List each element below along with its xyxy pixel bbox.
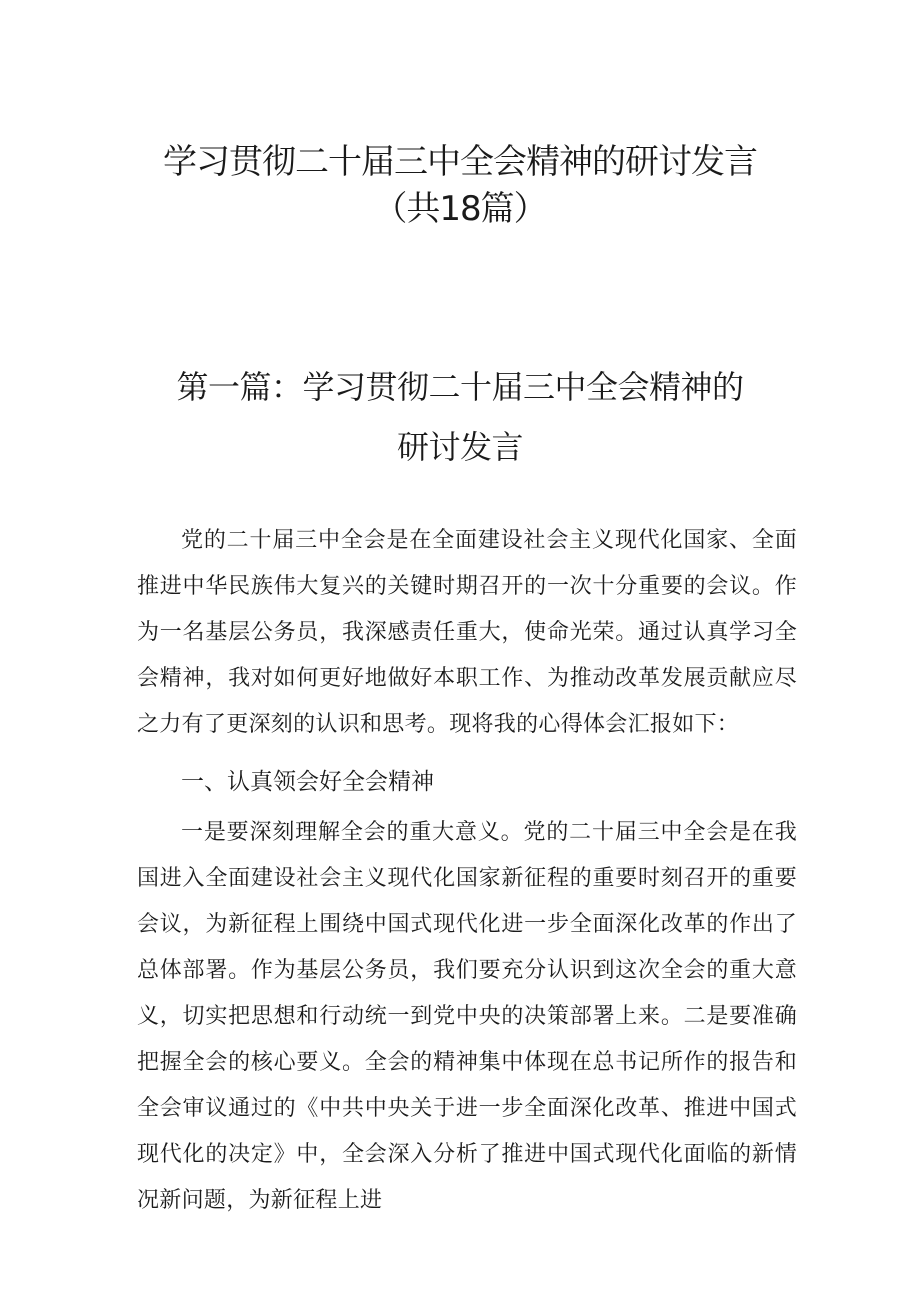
section-title-continued: 研讨发言 [396, 428, 523, 466]
intro-paragraph: 党的二十届三中全会是在全面建设社会主义现代化国家、全面推进中华民族伟大复兴的关键时期召开的一次十分重要的会议。作为一名基层公务员，我深感责任重大，使命光荣。通过认真学习全会精神，我对如何更好地做好本职工作、为推动改革发展贡献应尽之力有了更深刻的认识和思考。现将我的心得体会汇报如下： [137, 528, 797, 737]
subsection-heading: 一、认真领会好全会精神 [181, 769, 434, 795]
body-paragraph: 一是要深刻理解全会的重大意义。党的二十届三中全会是在我国进入全面建设社会主义现代化国家新征程的重要时刻召开的重要会议，为新征程上围绕中国式现代化进一步全面深化改革的作出了总体部署。作为基层公务员，我们要充分认识到这次全会的重大意义，切实把思想和行动统一到党中央的决策部署上来。二是要准确把握全会的核心要义。全会的精神集中体现在总书记所作的报告和全会审议通过的《中共中央关于进一步全面深化改革、推进中国式现代化的决定》中，全会深入分析了推进中国式现代化面临的新情况新问题，为新征程上进 [137, 820, 797, 1213]
document-title-count: （共18篇） [373, 189, 547, 229]
document-title: 学习贯彻二十届三中全会精神的研讨发言 [163, 142, 757, 182]
section-title: 第一篇：学习贯彻二十届三中全会精神的 [176, 368, 744, 406]
